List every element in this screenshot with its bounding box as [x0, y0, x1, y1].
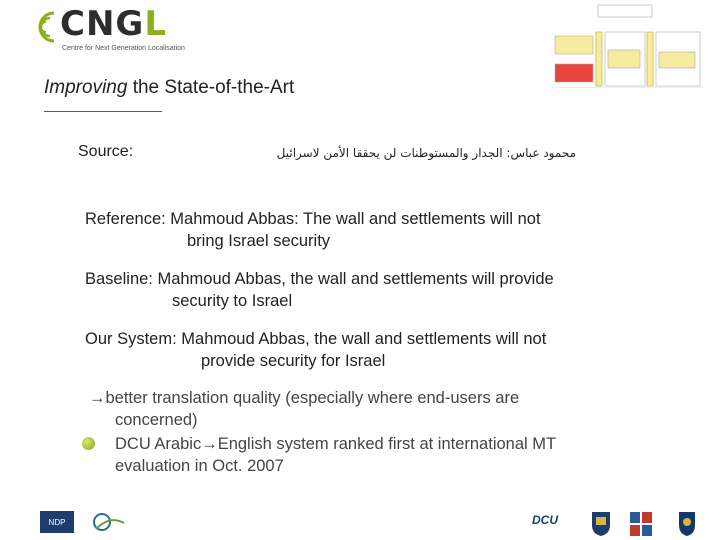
arabic-source-sentence: محمود عباس: الجدار والمستوطنات لن يحققا الأمن لاسرائيل [276, 146, 576, 160]
baseline-line-1: Baseline: Mahmoud Abbas, the wall and settlements will provide [85, 270, 554, 288]
source-label: Source: [78, 143, 134, 160]
cngl-logo [38, 4, 185, 56]
college-crest-icon [678, 511, 696, 537]
green-bullet-icon [82, 437, 95, 450]
logo-arc-icon [38, 10, 58, 44]
bullet-quality [89, 387, 667, 431]
partner-logo-icon [90, 509, 130, 535]
bullet-quality-line-1: better translation quality (especially where end-users are [105, 389, 520, 407]
bullet-quality-line-2: concerned) [115, 411, 198, 429]
bullet-ranking-part-2: English system ranked first at international MT [217, 435, 557, 453]
baseline-translation [85, 268, 554, 312]
dcu-logo: DCU [532, 513, 558, 527]
logo-tagline: Centre for Next Generation Localisation [62, 45, 185, 52]
logo-wordmark: CNGL [60, 4, 167, 44]
conclusion-bullets [89, 387, 667, 477]
reference-line-2: bring Israel security [187, 232, 331, 250]
system-line-2: provide security for Israel [201, 352, 386, 370]
bullet-ranking [97, 433, 667, 477]
footer-logos [0, 505, 720, 540]
reference-line-1: Reference: Mahmoud Abbas: The wall and settlements will not [85, 210, 541, 228]
arrow-icon: → [201, 435, 218, 453]
slide-title: Improving the State-of-the-Art [44, 77, 295, 98]
system-line-1: Our System: Mahmoud Abbas, the wall and settlements will not [85, 330, 547, 348]
reference-translation [85, 208, 541, 252]
baseline-line-2: security to Israel [172, 292, 293, 310]
system-translation [85, 328, 546, 372]
ndp-logo: NDP [40, 511, 74, 533]
partner-grid-logo-icon [630, 512, 652, 536]
arrow-icon: → [89, 389, 106, 407]
title-underline [44, 111, 162, 112]
university-crest-icon [591, 511, 611, 537]
bullet-ranking-line-2: evaluation in Oct. 2007 [115, 457, 284, 475]
bullet-ranking-part-1: DCU Arabic [115, 435, 202, 453]
architecture-diagram-thumbnail [552, 2, 704, 88]
